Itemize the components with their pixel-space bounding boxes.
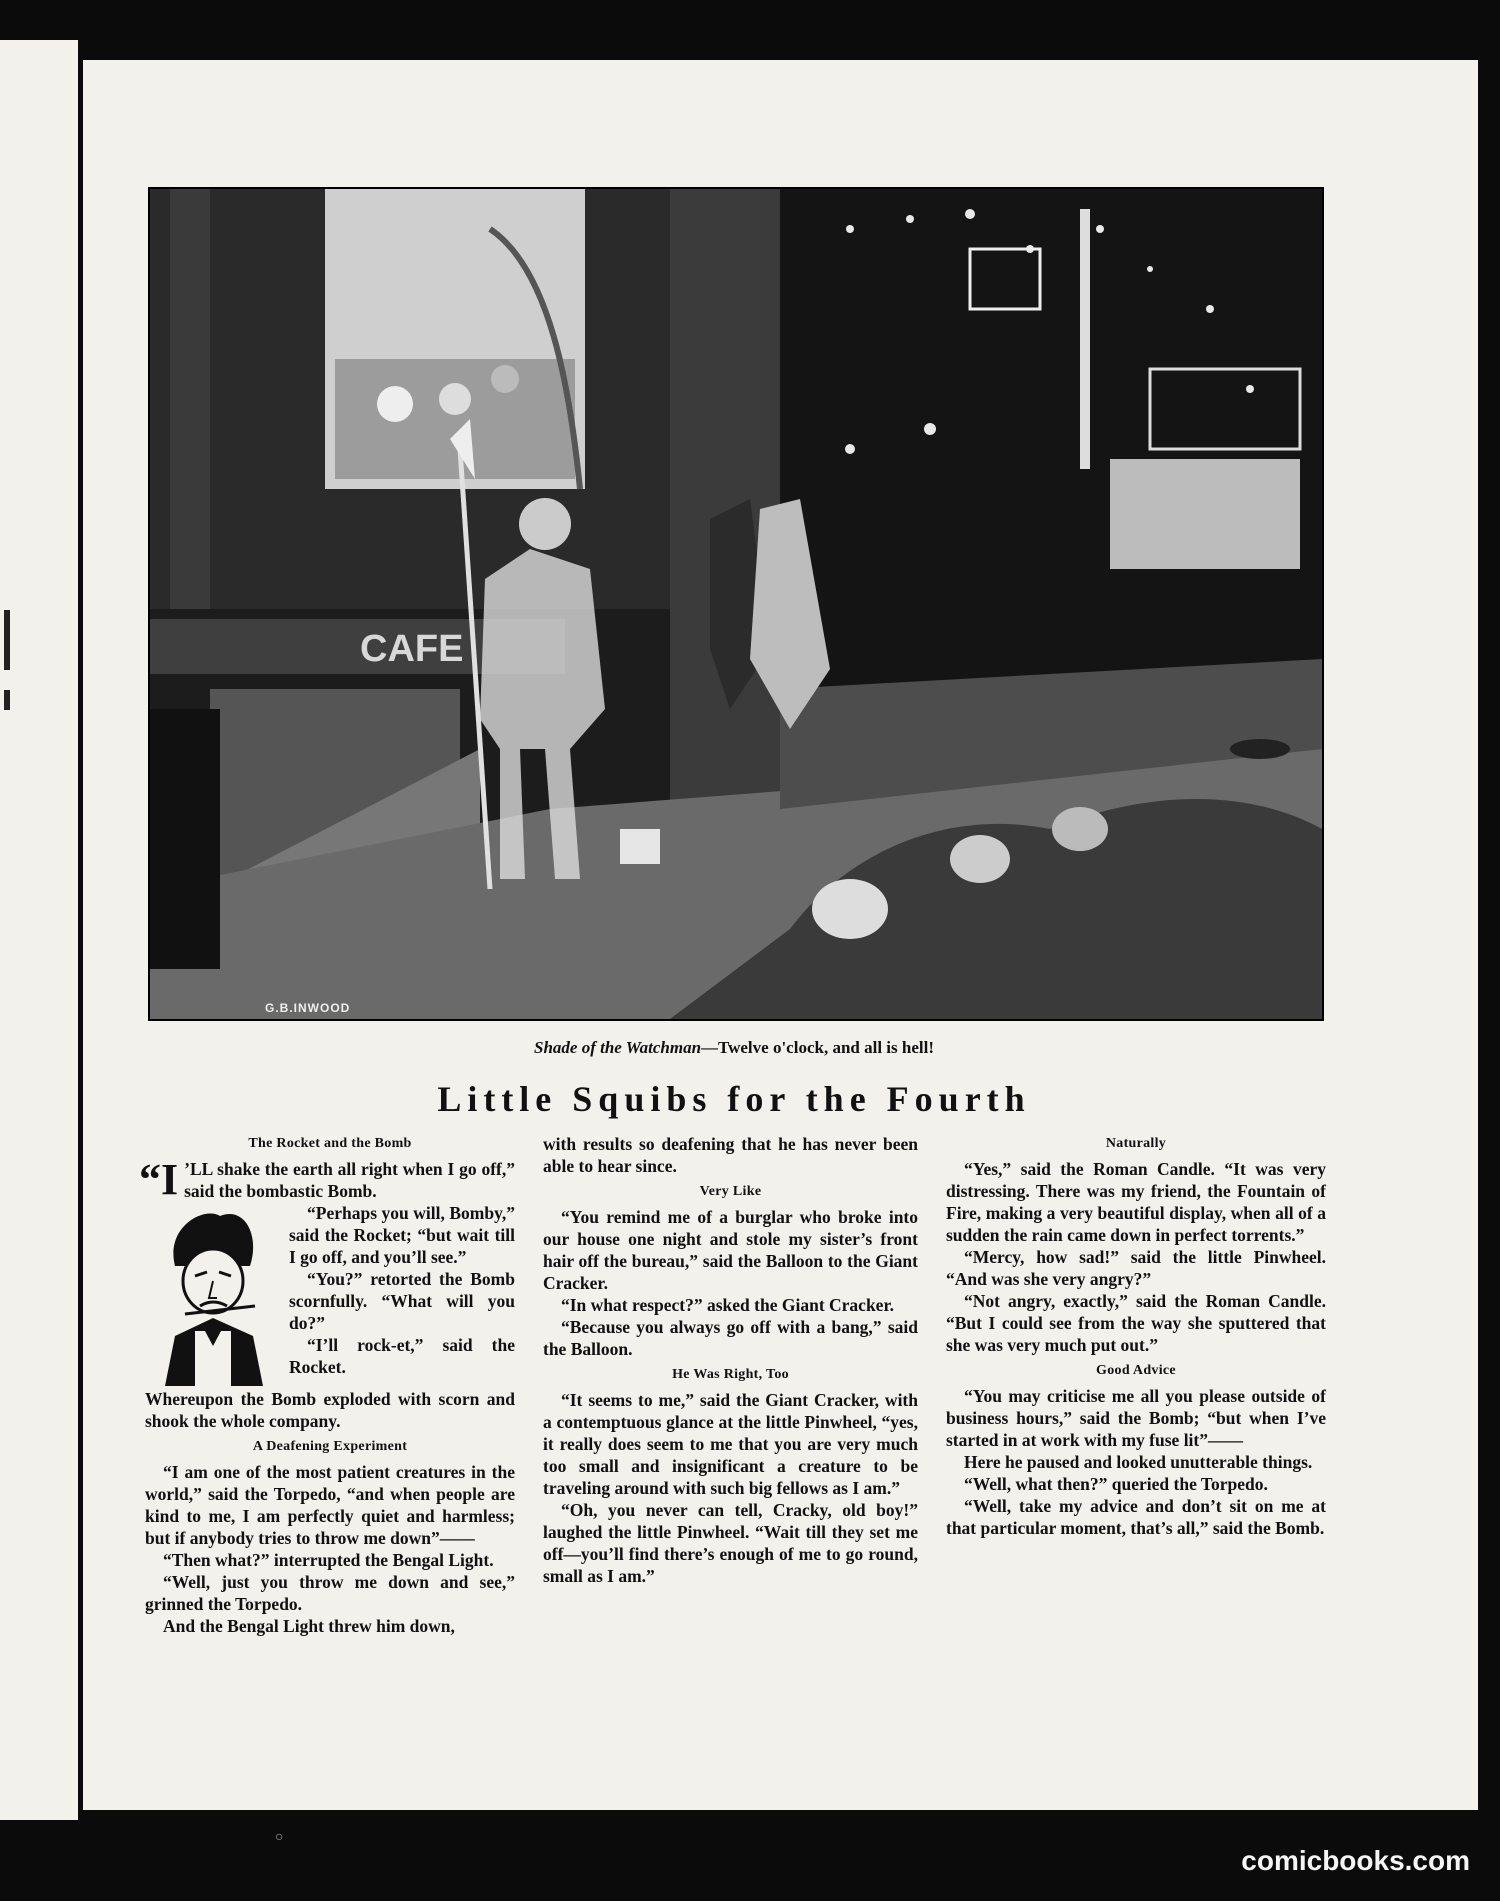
paragraph: “You remind me of a burglar who broke into our house one night and stole my sister’s front hair off the bureau,” said the Balloon to the Giant Cracker. bbox=[543, 1207, 918, 1293]
paragraph: “It seems to me,” said the Giant Cracker, with a contemptuous glance at the little Pinwheel, “yes, it really does seem to me that you are very much too small and insignificant a creature to be traveling around with such big fellows as I am.” bbox=[543, 1390, 918, 1498]
section-heading: The Rocket and the Bomb bbox=[248, 1136, 412, 1151]
adjacent-page-edge bbox=[0, 40, 78, 1820]
paragraph: “Then what?” interrupted the Bengal Light. bbox=[163, 1550, 494, 1570]
section-heading: Naturally bbox=[1105, 1136, 1167, 1151]
cafe-sign: CAFE bbox=[360, 628, 464, 670]
paragraph: And the Bengal Light threw him down, bbox=[163, 1616, 455, 1636]
scan-mark: ○ bbox=[275, 1830, 284, 1845]
paragraph: with results so deafening that he has never been able to hear since. bbox=[543, 1134, 918, 1176]
bomb-caricature-image bbox=[145, 1206, 279, 1386]
text-column-3 bbox=[946, 1133, 1326, 1539]
illustration-drawing bbox=[150, 189, 1322, 1019]
paragraph: “You may criticise me all you please outside of business hours,” said the Bomb; “but when I’ve started in at work with my fuse lit”—— bbox=[946, 1386, 1326, 1450]
paragraph: Here he paused and looked unutterable things. bbox=[964, 1452, 1313, 1472]
paragraph: “You?” retorted the Bomb scornfully. “What will you do?” bbox=[289, 1269, 515, 1333]
illustration-street-scene bbox=[148, 187, 1324, 1021]
paragraph: “In what respect?” asked the Giant Cracker. bbox=[561, 1295, 894, 1315]
caption-italic: Shade of the Watchman bbox=[533, 1038, 702, 1057]
paragraph: “Not angry, exactly,” said the Roman Candle. “But I could see from the way she sputtered that she was very much put out.” bbox=[946, 1291, 1326, 1355]
section-heading: Good Advice bbox=[1096, 1363, 1176, 1378]
paragraph: “Yes,” said the Roman Candle. “It was very distressing. There was my friend, the Fountain of Fire, making a very beautiful display, when all of a sudden the rain came down in perfect torrents.” bbox=[946, 1159, 1326, 1245]
dropcap: “I bbox=[139, 1155, 179, 1204]
paragraph: “Because you always go off with a bang,” said the Balloon. bbox=[543, 1317, 918, 1359]
illustration-caption bbox=[148, 1038, 1320, 1058]
artist-signature: G.B.INWOOD bbox=[265, 1001, 351, 1015]
paragraph: “Perhaps you will, Bomby,” said the Rocket; “but wait till I go off, and you’ll see.” bbox=[289, 1203, 515, 1267]
paragraph: “Mercy, how sad!” said the little Pinwheel. “And was she very angry?” bbox=[946, 1247, 1326, 1289]
text-column-1 bbox=[139, 1133, 515, 1637]
paragraph: “Well, take my advice and don’t sit on me at that particular moment, that’s all,” said the Bomb. bbox=[946, 1496, 1326, 1538]
paragraph: “Oh, you never can tell, Cracky, old boy!” laughed the little Pinwheel. “Wait till they set me off—you’ll find there’s enough of me to go round, small as I am.” bbox=[543, 1500, 918, 1586]
paragraph: Whereupon the Bomb exploded with scorn and shook the whole company. bbox=[145, 1389, 515, 1431]
caption-rest: —Twelve o'clock, and all is hell! bbox=[701, 1038, 934, 1057]
section-heading: A Deafening Experiment bbox=[252, 1439, 408, 1454]
paragraph: “I ’LL shake the earth all right when I go off,” said the bombastic Bomb. bbox=[139, 1155, 515, 1204]
paragraph: “I’ll rock-et,” said the Rocket. bbox=[289, 1335, 515, 1377]
section-heading: Very Like bbox=[699, 1184, 762, 1199]
article-title: Little Squibs for the Fourth bbox=[437, 1079, 1031, 1119]
paragraph: “Well, what then?” queried the Torpedo. bbox=[964, 1474, 1268, 1494]
text-column-2 bbox=[543, 1133, 918, 1587]
paragraph: “Well, just you throw me down and see,” grinned the Torpedo. bbox=[145, 1572, 515, 1614]
site-watermark: comicbooks.com bbox=[1241, 1845, 1470, 1876]
paragraph: “I am one of the most patient creatures in the world,” said the Torpedo, “and when people are kind to me, I am perfectly quiet and harmless; but if anybody tries to throw me down”—— bbox=[145, 1462, 515, 1548]
section-heading: He Was Right, Too bbox=[672, 1367, 789, 1382]
